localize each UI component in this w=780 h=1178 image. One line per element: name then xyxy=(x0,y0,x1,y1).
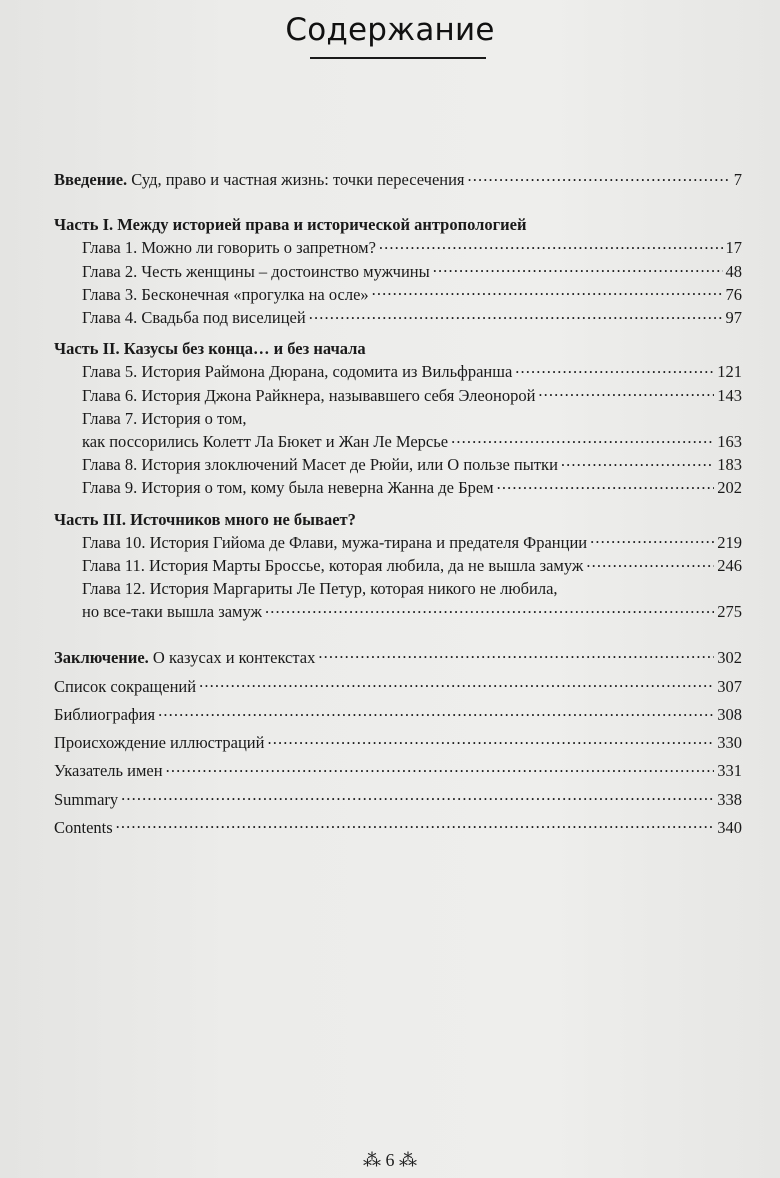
toc-entry-text: Глава 1. Можно ли говорить о запретном? xyxy=(82,238,376,258)
dot-leader xyxy=(121,788,714,805)
dot-leader xyxy=(267,732,714,749)
toc-entry-back-matter[interactable] xyxy=(54,675,742,698)
toc-entry-chapter-line2[interactable] xyxy=(54,600,742,623)
toc-entry-text: как поссорились Колетт Ла Бюкет и Жан Ле Мерсье xyxy=(82,432,449,452)
toc-entry-back-matter[interactable] xyxy=(54,731,742,754)
dot-leader xyxy=(561,454,714,471)
toc-entry-back-matter[interactable] xyxy=(54,788,742,811)
toc-entry-text: Глава 8. История злоключений Масет де Рюйи, или О пользе пытки xyxy=(82,455,558,475)
toc-entry-label: Введение. xyxy=(54,170,128,189)
toc-entry-chapter-line1[interactable] xyxy=(54,577,742,600)
toc-entry-text: Суд, право и частная жизнь: точки пересечения xyxy=(131,170,465,189)
dot-leader xyxy=(318,646,714,663)
toc-entry-chapter[interactable] xyxy=(54,283,742,306)
toc-entry-chapter[interactable] xyxy=(54,554,742,577)
toc-entry-chapter[interactable] xyxy=(54,476,742,499)
toc-entry-text: Указатель имен xyxy=(54,761,163,781)
toc-part-heading[interactable]: Часть I. Между историей права и исторической антропологией xyxy=(54,215,527,235)
toc-entry-introduction[interactable] xyxy=(54,168,742,191)
toc-entry-text: О казусах и контекстах xyxy=(152,647,316,667)
toc-page-number: 76 xyxy=(725,284,742,304)
toc-page-number: 7 xyxy=(733,170,742,189)
toc-entry-back-matter[interactable] xyxy=(54,759,742,782)
toc-entry-text: Глава 11. История Марты Броссье, которая любила, да не вышла замуж xyxy=(82,556,584,576)
toc-page-number: 219 xyxy=(717,532,742,552)
toc-page-number: 17 xyxy=(725,238,742,258)
toc-page-number: 183 xyxy=(717,455,742,475)
dot-leader xyxy=(309,307,723,324)
dot-leader xyxy=(379,237,723,254)
toc-page-number: 163 xyxy=(717,432,742,452)
toc-entry-chapter[interactable] xyxy=(54,360,742,383)
table-of-contents xyxy=(54,168,742,839)
dot-leader xyxy=(515,361,714,378)
ornament-left-icon: ⁂ xyxy=(363,1150,381,1170)
page-title: Содержание xyxy=(285,12,495,48)
toc-page-number: 340 xyxy=(717,817,742,837)
toc-entry-text: Глава 9. История о том, кому была неверна Жанна де Брем xyxy=(82,478,494,498)
toc-page-number: 307 xyxy=(717,676,742,696)
toc-entry-text: Происхождение иллюстраций xyxy=(54,733,265,753)
dot-leader xyxy=(538,384,714,401)
toc-page-number: 330 xyxy=(717,733,742,753)
toc-entry-text: Contents xyxy=(54,817,113,837)
dot-leader xyxy=(451,431,714,448)
toc-entry-chapter[interactable] xyxy=(54,306,742,329)
toc-entry-chapter-line2[interactable] xyxy=(54,430,742,453)
toc-entry-text: но все-таки вышла замуж xyxy=(82,602,262,622)
dot-leader xyxy=(199,675,714,692)
dot-leader xyxy=(590,531,714,548)
toc-page-number: 331 xyxy=(717,761,742,781)
dot-leader xyxy=(433,260,723,277)
toc-entry-text: Библиография xyxy=(54,705,156,725)
toc-page-number: 97 xyxy=(725,308,742,328)
toc-page-number: 275 xyxy=(717,602,742,622)
toc-entry-back-matter[interactable] xyxy=(54,816,742,839)
toc-page-number: 202 xyxy=(717,478,742,498)
dot-leader xyxy=(468,169,731,186)
toc-entry-chapter-line1[interactable] xyxy=(54,407,742,430)
toc-entry-text: Список сокращений xyxy=(54,676,197,696)
page-footer xyxy=(0,1150,780,1171)
toc-entry-text: Глава 7. История о том, xyxy=(82,408,247,428)
dot-leader xyxy=(265,601,714,618)
dot-leader xyxy=(372,283,723,300)
toc-entry-chapter[interactable] xyxy=(54,260,742,283)
dot-leader xyxy=(116,816,715,833)
dot-leader xyxy=(166,760,715,777)
toc-entry-text: Summary xyxy=(54,789,119,809)
toc-entry-label: Заключение. xyxy=(54,647,149,667)
toc-part-heading[interactable]: Часть II. Казусы без конца… и без начала xyxy=(54,339,366,359)
toc-entry-text: Глава 4. Свадьба под виселицей xyxy=(82,308,306,328)
dot-leader xyxy=(586,555,714,572)
toc-entry-back-matter[interactable] xyxy=(54,703,742,726)
title-underline xyxy=(310,57,486,59)
page-number: 6 xyxy=(385,1150,395,1170)
toc-entry-text: Глава 3. Бесконечная «прогулка на осле» xyxy=(82,284,369,304)
toc-page-number: 302 xyxy=(717,647,742,667)
toc-entry-text: Глава 5. История Раймона Дюрана, содомита из Вильфранша xyxy=(82,362,513,382)
toc-page-number: 121 xyxy=(717,362,742,382)
ornament-right-icon: ⁂ xyxy=(399,1150,417,1170)
toc-page-number: 48 xyxy=(725,261,742,281)
dot-leader xyxy=(158,704,714,721)
toc-entry-text: Глава 2. Честь женщины – достоинство мужчины xyxy=(82,261,430,281)
dot-leader xyxy=(497,477,715,494)
toc-entry-text: Глава 12. История Маргариты Ле Петур, которая никого не любила, xyxy=(82,579,558,599)
toc-page-number: 246 xyxy=(717,556,742,576)
toc-entry-text: Глава 6. История Джона Райкнера, называвшего себя Элеонорой xyxy=(82,385,536,405)
toc-part-heading[interactable]: Часть III. Источников много не бывает? xyxy=(54,509,356,529)
toc-entry-chapter[interactable] xyxy=(54,236,742,259)
toc-entry-chapter[interactable] xyxy=(54,384,742,407)
toc-entry-text: Глава 10. История Гийома де Флави, мужа-тирана и предателя Франции xyxy=(82,532,588,552)
toc-entry-conclusion[interactable] xyxy=(54,646,742,669)
toc-page-number: 338 xyxy=(717,789,742,809)
toc-entry-chapter[interactable] xyxy=(54,453,742,476)
toc-page-number: 308 xyxy=(717,705,742,725)
toc-entry-chapter[interactable] xyxy=(54,531,742,554)
toc-page-number: 143 xyxy=(717,385,742,405)
